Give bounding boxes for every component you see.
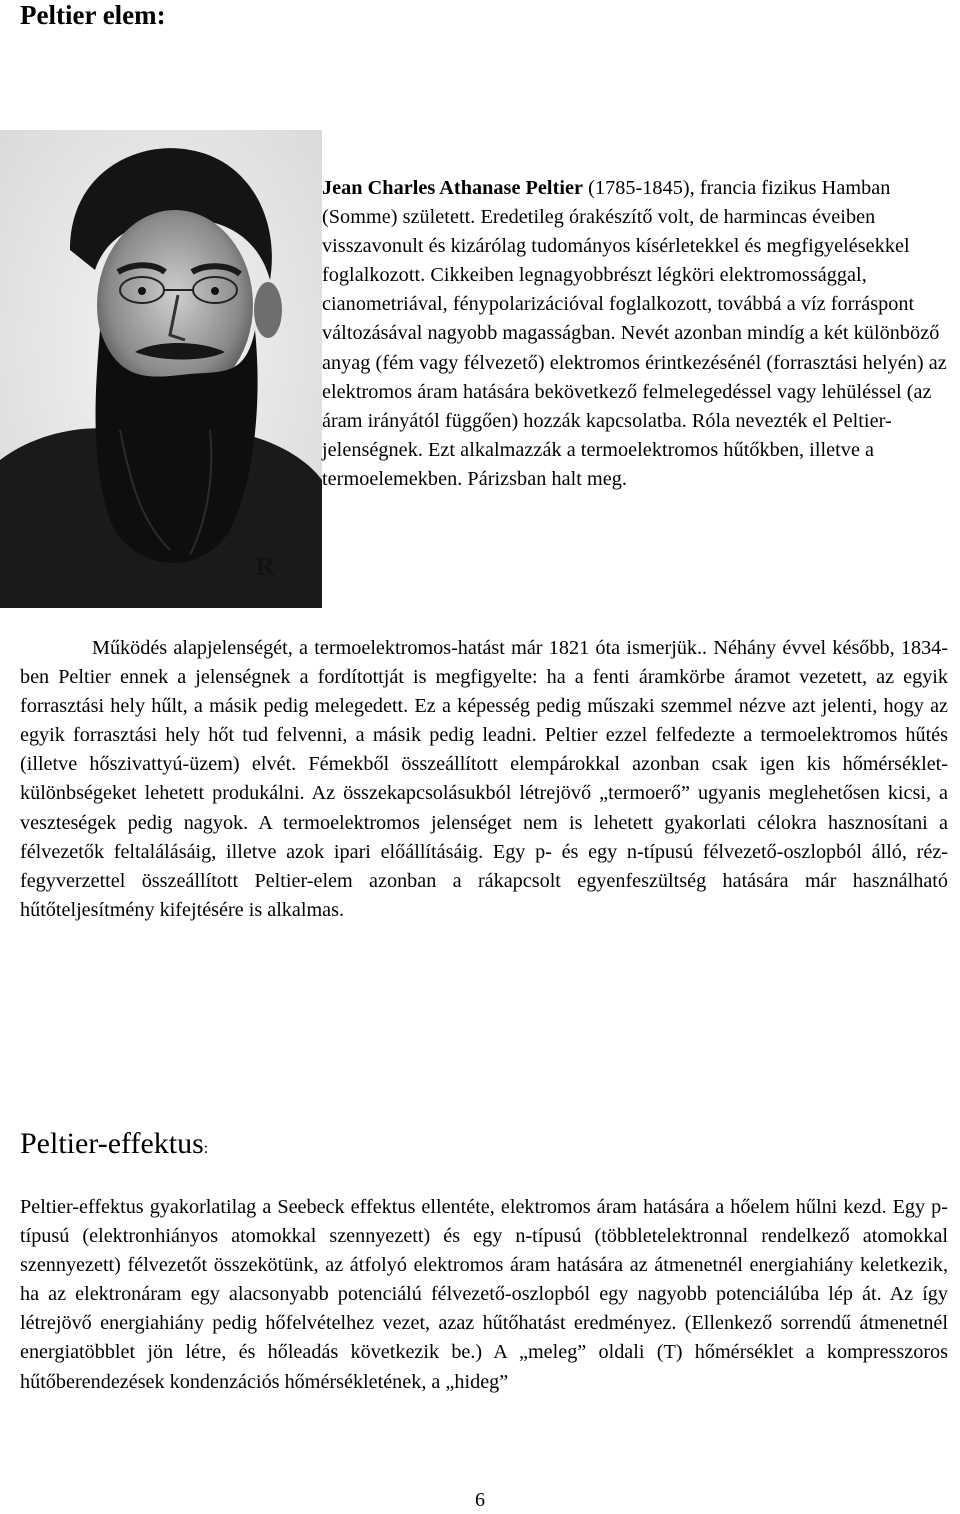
biography-paragraph xyxy=(322,174,954,494)
section-title-colon: : xyxy=(203,1140,209,1157)
bio-text: (1785-1845), francia fizikus Hamban (Somme) született. Eredetileg órakészítő volt, de harmincas éveiben visszavonult és kizárólag tudományos kísérletekkel és megfigyelésekkel foglalkozott. Cikkeiben legnagyobbrészt légköri elektromossággal, cianometriával, fénypolarizációval foglalkozott, továbbá a víz forráspont változásával nagyobb magasságban. Nevét azonban mindíg a két különböző anyag (fém vagy félvezető) elektromos érintkezésénél (forrasztási helyén) az elektromos áram hatására bekövetkező felmelegedéssel vagy lehüléssel (az áram irányától függően) hozzák kapcsolatba. Róla nevezték el Peltier-jelenségnek. Ezt alkalmazzák a termoelektromos hűtőkben, illetve a termoelemekben. Párizsban halt meg. xyxy=(322,177,947,490)
paragraph-effect: Peltier-effektus gyakorlatilag a Seebeck effektus ellentéte, elektromos áram hatására a hőelem hűlni kezd. Egy p-típusú (elektronhiányos atomokkal szennyezett) és egy n-típusú (többletelektronnal rendelkező atomokkal szennyezett) félvezetőt összekötünk, az átfolyó elektromos áram hatására az átmenetnél energiahiány keletkezik, ha az elektronáram egy alacsonyabb potenciálú félvezető-oszlopból egy nagyobb potenciálúba lép át. Az így létrejövő energiahiány pedig hőfelvételhez vezet, azaz hűtőhatást eredményez. (Ellenkező sorrendű átmenetnél energiatöbblet jön létre, és hőleadás következik be.) A „meleg” oldali (T) hőmérséklet a kompresszoros hűtőberendezések kondenzációs hőmérsékletének, a „hideg” xyxy=(20,1196,948,1393)
section-title xyxy=(20,1124,208,1169)
portrait-photo xyxy=(0,130,322,608)
page-number: 6 xyxy=(475,1489,485,1511)
page-title: Peltier elem: xyxy=(20,0,166,30)
paragraph-principle: Működés alapjelenségét, a termoelektromos-hatást már 1821 óta ismerjük.. Néhány évvel később, 1834-ben Peltier ennek a jelenségnek a fordítottját is megfigyelte: ha a fenti áramkörbe áramot vezetett, az egyik forrasztási hely hűlt, a másik pedig melegedett. Ez a képesség pedig műszaki szemmel nézve azt jelenti, hogy az egyik forrasztási hely hőt tud felvenni, a másik pedig leadni. Peltier ezzel felfedezte a termoelektromos hűtés (illetve hőszivattyú-üzem) elvét. Fémekből összeállított elempárokkal azonban csak igen kis hőmérséklet-különbségeket lehetett produkálni. Az összekapcsolásukból létrejövő „termoerő” ugyanis meglehetősen kicsi, a veszteségek pedig nagyok. A termoelektromos jelenséget nem is lehetett gyakorlati célokra hasznosítani a félvezetők feltalálásáig, illetve azok ipari előállításáig. Egy p- és egy n-típusú félvezető-oszlopból álló, réz-fegyverzettel összeállított Peltier-elem azonban a rákapcsolt egyenfeszültség hatására már használható hűtőteljesítmény kifejtésére is alkalmas. xyxy=(20,637,948,921)
photo-mark: R xyxy=(256,552,275,581)
bio-name: Jean Charles Athanase Peltier xyxy=(322,177,584,199)
section-title-text: Peltier-effektus xyxy=(20,1127,204,1160)
portrait-icon xyxy=(0,130,322,608)
